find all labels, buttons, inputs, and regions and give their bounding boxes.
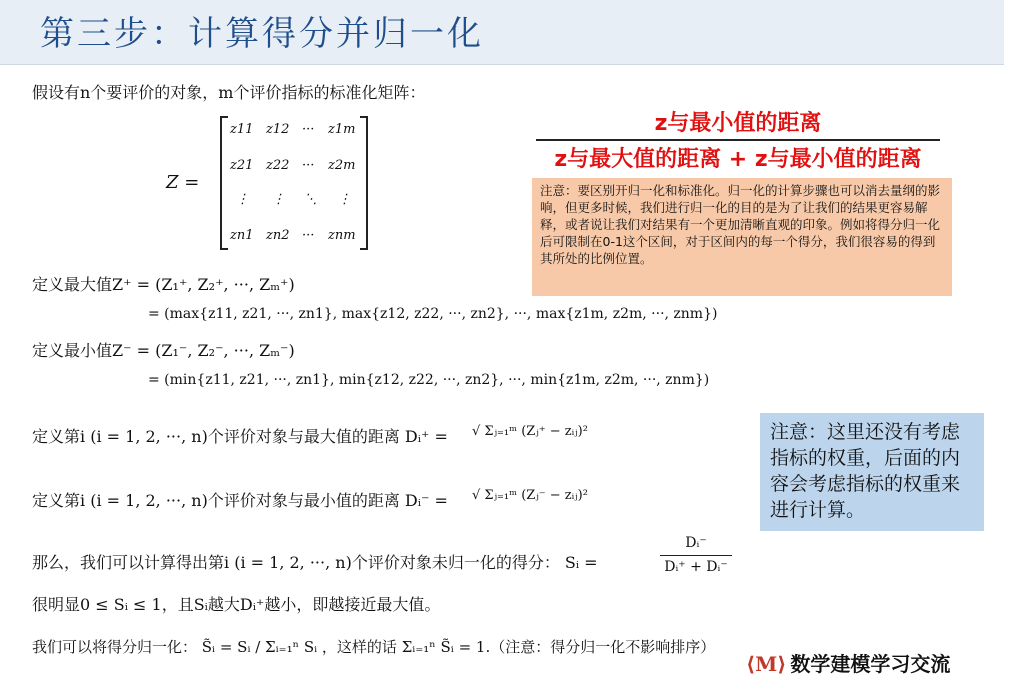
- matrix-cell: ⋮: [236, 192, 249, 207]
- footer-text: 数学建模学习交流: [790, 652, 951, 676]
- fraction-denominator: z与最大值的距离 + z与最小值的距离: [554, 147, 922, 172]
- min-definition-expansion: = (min{z11, z21, ···, zn1}, min{z12, z22, ···, zn2}, ···, min{z1m, z2m, ···, znm}): [148, 372, 710, 388]
- matrix-cell: zn2: [266, 228, 290, 243]
- page-title: 第三步：计算得分并归一化: [40, 14, 484, 54]
- score-text: 那么，我们可以计算得出第i (i = 1, 2, ···, n)个评价对象未归一化的得分： Sᵢ =: [32, 553, 598, 572]
- matrix-cell: zn1: [230, 228, 254, 243]
- distance-min-formula: √ Σⱼ₌₁ᵐ (Zⱼ⁻ − zᵢⱼ)²: [472, 488, 588, 503]
- matrix-label: Z =: [166, 172, 200, 193]
- matrix-cell: z2m: [328, 158, 356, 173]
- matrix-cell: ···: [302, 122, 315, 137]
- distance-min-text: 定义第i (i = 1, 2, ···, n)个评价对象与最小值的距离 Dᵢ⁻ =: [32, 491, 448, 510]
- footer-brand: [746, 648, 950, 677]
- matrix-cell: z1m: [328, 122, 356, 137]
- matrix-cell: ···: [302, 158, 315, 173]
- matrix-cell: ⋮: [272, 192, 285, 207]
- fraction-numerator: z与最小值的距离: [654, 111, 822, 136]
- matrix-cell: z12: [266, 122, 290, 137]
- score-denominator: Dᵢ⁺ + Dᵢ⁻: [664, 559, 728, 575]
- normalization-note: 注意：要区别开归一化和标准化。归一化的计算步骤也可以消去量纲的影响，但更多时候，我们进行归一化的目的是为了让我们的结果更容易解释，或者说让我们对结果有一个更加清晰直观的印象。例如将得分归一化后可限制在0-1这个区间，对于区间内的每一个得分，我们很容易的得到其所处的比例位置。: [532, 178, 952, 296]
- max-definition-expansion: = (max{z11, z21, ···, zn1}, max{z12, z22, ···, zn2}, ···, max{z1m, z2m, ···, znm}): [148, 306, 718, 322]
- fraction-line: [536, 139, 940, 141]
- matrix-cell: z11: [230, 122, 254, 137]
- normalize-text: 我们可以将得分归一化： S̃ᵢ = Sᵢ / Σᵢ₌₁ⁿ Sᵢ ，这样的话 Σᵢ₌₁ⁿ S̃ᵢ = 1.（注意：得分归一化不影响排序）: [32, 638, 716, 656]
- weights-note: 注意：这里还没有考虑指标的权重，后面的内容会考虑指标的权重来进行计算。: [760, 413, 984, 531]
- distance-max-text: 定义第i (i = 1, 2, ···, n)个评价对象与最大值的距离 Dᵢ⁺ =: [32, 427, 448, 446]
- score-fraction-line: [660, 555, 732, 556]
- score-numerator: Dᵢ⁻: [685, 535, 707, 551]
- distance-max-formula: √ Σⱼ₌₁ᵐ (Zⱼ⁺ − zᵢⱼ)²: [472, 424, 588, 439]
- matrix-cell: ···: [302, 228, 315, 243]
- matrix-cell: ⋮: [338, 192, 351, 207]
- max-definition: 定义最大值Z⁺ = (Z₁⁺, Z₂⁺, ···, Zₘ⁺): [32, 275, 295, 294]
- matrix-cell: ⋱: [304, 192, 317, 207]
- matrix: [220, 116, 368, 250]
- min-definition: 定义最小值Z⁻ = (Z₁⁻, Z₂⁻, ···, Zₘ⁻): [32, 341, 295, 360]
- matrix-cell: z21: [230, 158, 254, 173]
- matrix-cell: z22: [266, 158, 290, 173]
- logo-icon: ⟨M⟩: [746, 652, 787, 676]
- obvious-text: 很明显0 ≤ Sᵢ ≤ 1，且Sᵢ越大Dᵢ⁺越小，即越接近最大值。: [32, 595, 441, 614]
- intro-text: 假设有n个要评价的对象，m个评价指标的标准化矩阵：: [32, 83, 426, 102]
- matrix-cell: znm: [328, 228, 356, 243]
